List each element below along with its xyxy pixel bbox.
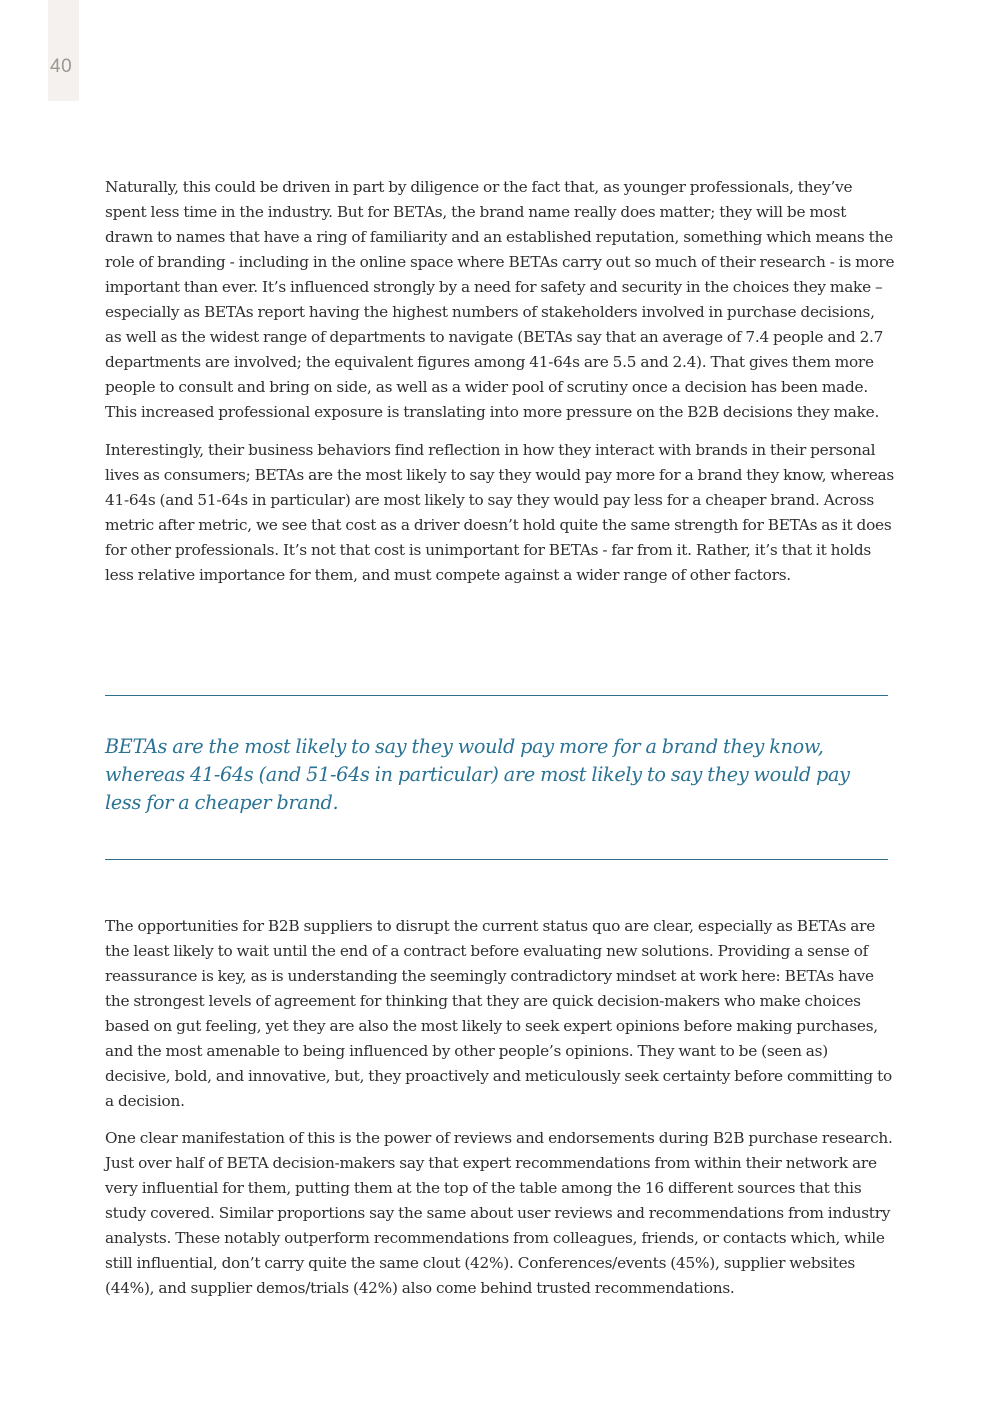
paragraph: Naturally, this could be driven in part by diligence or the fact that, as younger professionals, they’ve spent less time in the industry. But for BETAs, the brand name really does matter; they will be most drawn to names that have a ring of familiarity and an established reputation, something which means the role of branding - including in the online space where BETAs carry out so much of their research - is more important than ever. It’s influenced strongly by a need for safety and security in the choices they make – especially as BETAs report having the highest numbers of stakeholders involved in purchase decisions, as well as the widest range of departments to navigate (BETAs say that an average of 7.4 people and 2.7 departments are involved; the equivalent figures among 41-64s are 5.5 and 2.4). That gives them more people to consult and bring on side, as well as a wider pool of scrutiny once a decision has been made. This increased professional exposure is translating into more pressure on the B2B decisions they make.: [105, 178, 895, 421]
paragraph: Interestingly, their business behaviors find reflection in how they interact with brands in their personal lives as consumers; BETAs are the most likely to say they would pay more for a brand they know, whereas 41-64s (and 51-64s in particular) are most likely to say they would pay less for a cheaper brand. Across metric after metric, we see that cost as a driver doesn’t hold quite the same strength for BETAs as it does for other professionals. It’s not that cost is unimportant for BETAs - far from it. Rather, it’s that it holds less relative importance for them, and must compete against a wider range of other factors.: [105, 441, 895, 584]
body-section-bottom: [105, 914, 895, 1301]
paragraph: One clear manifestation of this is the power of reviews and endorsements during B2B purchase research. Just over half of BETA decision-makers say that expert recommendations from within their network are very influential for them, putting them at the top of the table among the 16 different sources that this study covered. Similar proportions say the same about user reviews and recommendations from industry analysts. These notably outperform recommendations from colleagues, friends, or contacts which, while still influential, don’t carry quite the same clout (42%). Conferences/events (45%), supplier websites (44%), and supplier demos/trials (42%) also come behind trusted recommendations.: [105, 1129, 893, 1297]
pull-quote: BETAs are the most likely to say they would pay more for a brand they know, whereas 41-64s (and 51-64s in particular) are most likely to say they would pay less for a cheaper brand.: [105, 735, 850, 814]
paragraph: The opportunities for B2B suppliers to disrupt the current status quo are clear, especially as BETAs are the least likely to wait until the end of a contract before evaluating new solutions. Providing a sense of reassurance is key, as is understanding the seemingly contradictory mindset at work here: BETAs have the strongest levels of agreement for thinking that they are quick decision-makers who make choices based on gut feeling, yet they are also the most likely to seek expert opinions before making purchases, and the most amenable to being influenced by other people’s opinions. They want to be (seen as) decisive, bold, and innovative, but, they proactively and meticulously seek certainty before committing to a decision.: [105, 917, 892, 1110]
body-section-top: [105, 175, 895, 588]
pull-quote-top-rule: [105, 695, 888, 696]
pull-quote-bottom-rule: [105, 859, 888, 860]
page-tab: [48, 0, 79, 101]
page-number: 40: [50, 56, 73, 77]
